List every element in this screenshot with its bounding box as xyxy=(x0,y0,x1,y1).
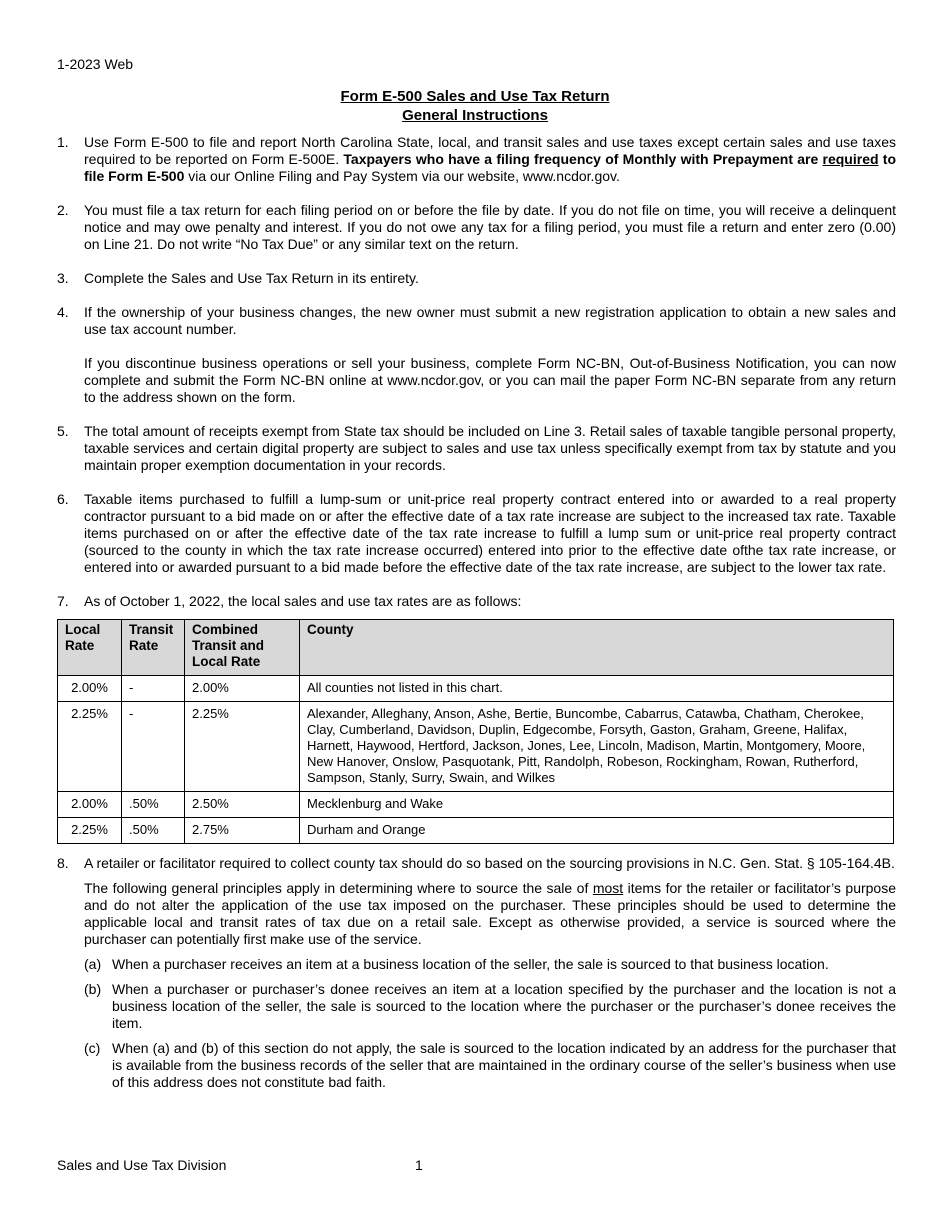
item-number: 4. xyxy=(57,304,69,320)
item-number: 8. xyxy=(57,855,69,871)
page-number: 1 xyxy=(415,1157,423,1173)
item-number: 3. xyxy=(57,270,69,286)
county-cell: Alexander, Alleghany, Anson, Ashe, Bertie, Buncombe, Cabarrus, Catawba, Chatham, Cherokee, Clay, Cumberland, Davidson, Duplin, Edgecombe, Forsyth, Gaston, Graham, Greene, Halifax, Harnett, Haywood, Hertford, Jackson, Jones, Lee, Lincoln, Madison, Martin, Montgomery, Moore, New Hanover, Onslow, Pasquotank, Pitt, Randolph, Robeson, Rockingham, Rowan, Rutherford, Sampson, Stanly, Surry, Swain, and Wilkes xyxy=(300,702,894,792)
combined-rate-cell: 2.00% xyxy=(185,676,300,702)
item-text: The total amount of receipts exempt from State tax should be included on Line 3. Retail sales of taxable tangible personal property, taxable services and certain digital property are subject to sales and use tax unless specifically exempt from tax by statute and you maintain proper exemption documentation in your records. xyxy=(84,423,896,473)
table-row xyxy=(58,676,894,702)
column-header: County xyxy=(300,620,894,676)
rule-text: When (a) and (b) of this section do not apply, the sale is sourced to the location indicated by an address for the purchaser that is available from the business records of the seller that are maintained in the ordinary course of the seller’s business when use of this address does not constitute bad faith. xyxy=(112,1040,896,1090)
instruction-item-1 xyxy=(57,134,896,185)
instruction-item-4 xyxy=(57,304,896,406)
item-text: A retailer or facilitator required to collect county tax should do so based on the sourcing provisions in N.C. Gen. Stat. § 105-164.4B. xyxy=(84,855,895,871)
transit-rate-cell: - xyxy=(122,702,185,792)
column-header: Combined Transit and Local Rate xyxy=(185,620,300,676)
instruction-item-3 xyxy=(57,270,896,287)
instruction-item-2 xyxy=(57,202,896,253)
form-title: Form E-500 Sales and Use Tax Return xyxy=(340,88,610,105)
table-row xyxy=(58,792,894,818)
county-cell: Mecklenburg and Wake xyxy=(300,792,894,818)
rule-label: (c) xyxy=(84,1040,101,1056)
item-text: If you discontinue business operations or sell your business, complete Form NC-BN, Out-of-Business Notification, you can now complete and submit the Form NC-BN online at www.ncdor.gov, or you can mail the paper Form NC-BN separate from any return to the address shown on the form. xyxy=(84,355,896,405)
combined-rate-cell: 2.75% xyxy=(185,818,300,844)
item-text: If the ownership of your business changes, the new owner must submit a new registration application to obtain a new sales and use tax account number. xyxy=(84,304,896,337)
item-text: Use Form E-500 to file and report North Carolina State, local, and transit sales and use taxes except certain sales and use taxes required to be reported on Form E-500E. xyxy=(84,134,896,167)
local-rate-cell: 2.25% xyxy=(58,818,122,844)
local-rate-cell: 2.25% xyxy=(58,702,122,792)
column-header: Transit Rate xyxy=(122,620,185,676)
rule-text: When a purchaser receives an item at a business location of the seller, the sale is sourced to that business location. xyxy=(112,956,829,972)
instruction-item-8 xyxy=(57,855,896,1091)
rule-label: (b) xyxy=(84,981,102,997)
item-number: 2. xyxy=(57,202,69,218)
table-row xyxy=(58,702,894,792)
item-bold-text: to file Form E-500 xyxy=(84,151,897,184)
item-text: Taxable items purchased to fulfill a lump-sum or unit-price real property contract entered into or awarded to a real property contractor pursuant to a bid made on or after the effective date of a tax rate increase are subject to the increased tax rate. Taxable items purchased on or after the effective date of the tax rate increase to fulfill a lump sum or unit-price real property contract (sourced to the county in which the tax rate increase occurred) entered into prior to the effective date ofthe tax rate increase, or entered into or awarded pursuant to a bid made before the effective date of the tax rate increase, are subject to the lower tax rate. xyxy=(84,491,896,575)
sourcing-rule-b xyxy=(84,981,896,1032)
county-cell: All counties not listed in this chart. xyxy=(300,676,894,702)
item-text: As of October 1, 2022, the local sales and use tax rates are as follows: xyxy=(84,593,522,609)
table-header-row xyxy=(58,620,894,676)
sourcing-rule-c xyxy=(84,1040,896,1091)
item-number: 1. xyxy=(57,134,69,150)
sourcing-rule-a xyxy=(84,956,896,973)
county-cell: Durham and Orange xyxy=(300,818,894,844)
item-number: 5. xyxy=(57,423,69,439)
footer-division: Sales and Use Tax Division xyxy=(57,1157,227,1173)
instruction-item-5 xyxy=(57,423,896,474)
underlined-word: most xyxy=(592,880,624,896)
combined-rate-cell: 2.25% xyxy=(185,702,300,792)
item-number: 6. xyxy=(57,491,69,507)
table-row xyxy=(58,818,894,844)
transit-rate-cell: .50% xyxy=(122,792,185,818)
transit-rate-cell: .50% xyxy=(122,818,185,844)
rule-label: (a) xyxy=(84,956,102,972)
combined-rate-cell: 2.50% xyxy=(185,792,300,818)
instruction-item-6 xyxy=(57,491,896,576)
item-text: You must file a tax return for each filing period on or before the file by date. If you do not file on time, you will receive a delinquent notice and may owe penalty and interest. If you do not owe any tax for a filing period, you must file a return and enter zero (0.00) on Line 21. Do not write “No Tax Due” or any similar text on the return. xyxy=(84,202,896,252)
instruction-list xyxy=(57,134,896,1091)
item-bold-text: Taxpayers who have a filing frequency of Monthly with Prepayment are xyxy=(343,151,823,167)
item-text: Complete the Sales and Use Tax Return in its entirety. xyxy=(84,270,419,286)
item-text: via our Online Filing and Pay System via our website, www.ncdor.gov. xyxy=(184,168,620,184)
item-text: The following general principles apply in determining where to source the sale of most items for the retailer or facilitator’s purpose and do not alter the application of the use tax imposed on the purchaser. These principles should be used to determine the applicable local and transit rates of tax due on a retail sale. Except as otherwise provided, a service is sourced where the purchaser can potentially first make use of the service. xyxy=(84,880,896,947)
item-bold-underlined-text: required xyxy=(822,151,879,167)
form-version: 1-2023 Web xyxy=(57,56,134,72)
rule-text: When a purchaser or purchaser’s donee receives an item at a location specified by the purchaser and the location is not a business location of the seller, the sale is sourced to the location where the purchaser or the purchaser’s donee receives the item. xyxy=(112,981,896,1031)
column-header: Local Rate xyxy=(58,620,122,676)
local-rate-cell: 2.00% xyxy=(58,792,122,818)
instruction-item-7 xyxy=(57,593,896,610)
item-number: 7. xyxy=(57,593,69,609)
local-rate-cell: 2.00% xyxy=(58,676,122,702)
transit-rate-cell: - xyxy=(122,676,185,702)
form-subtitle: General Instructions xyxy=(402,107,548,124)
tax-rate-table xyxy=(57,619,894,844)
